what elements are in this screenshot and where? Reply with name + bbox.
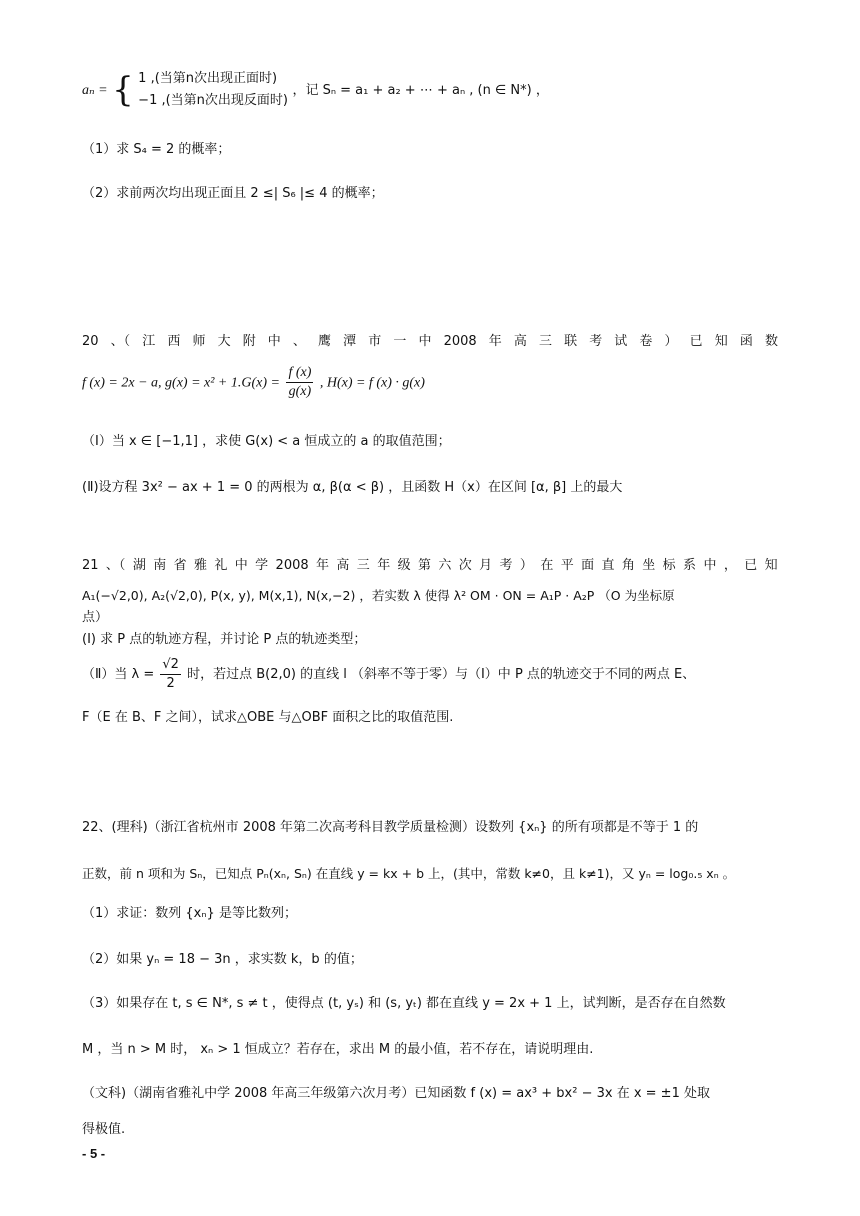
heading-token: ，	[723, 558, 737, 573]
heading-token: 卷	[639, 334, 653, 349]
q19-an-definition	[82, 68, 782, 112]
heading-token: 附	[242, 334, 256, 349]
q22-part1: （1）求证：数列 {xₙ} 是等比数列；	[82, 906, 297, 921]
part2-body: 时，若过点 B(2,0) 的直线 l （斜率不等于零）与（Ⅰ）中 P 点的轨迹交于不同的两点 E、	[187, 667, 696, 682]
q20-part2: (Ⅱ)设方程 3x² − ax + 1 = 0 的两根为 α, β(α < β) ，且函数 H（x）在区间 [α, β] 上的最大	[82, 480, 623, 495]
g-fraction	[286, 364, 313, 401]
heading-token: 考	[499, 558, 513, 573]
heading-token: 在	[540, 558, 554, 573]
piecewise-cases	[138, 68, 288, 112]
heading-token: 潭	[343, 334, 357, 349]
q22-part2: （2）如果 yₙ = 18 − 3n ，求实数 k，b 的值；	[82, 952, 363, 967]
heading-token: 21	[82, 558, 99, 573]
heading-token: 中	[418, 334, 432, 349]
heading-token: 年	[488, 334, 502, 349]
heading-token: 第	[417, 558, 431, 573]
heading-token: 知	[764, 558, 778, 573]
q21-points: A₁(−√2,0), A₂(√2,0), P(x, y), M(x,1), N(x,−2) ，若实数 λ 使得 λ² OM · ON = A₁P · A₂P （O 为坐标原	[82, 588, 675, 603]
q22-part3b: M ，当 n > M 时， xₙ > 1 恒成立？若存在，求出 M 的最小值，若不存在，请说明理由.	[82, 1042, 594, 1057]
func-def-b: , H(x) = f (x) · g(x)	[319, 375, 425, 391]
heading-token: 已	[744, 558, 758, 573]
heading-token: 雅	[193, 558, 207, 573]
heading-token: 南	[153, 558, 167, 573]
heading-token: 已	[689, 334, 703, 349]
case-heads: 1 ,(当第n次出现正面时)	[138, 71, 278, 86]
heading-token: 西	[167, 334, 181, 349]
q21-points-end: 点）	[82, 610, 109, 625]
heading-token: 年	[316, 558, 330, 573]
heading-token: 坐	[642, 558, 656, 573]
fraction-denominator: 2	[166, 676, 175, 691]
heading-token: 2008	[443, 334, 477, 349]
heading-token: 直	[601, 558, 615, 573]
q19-part2: （2）求前两次均出现正面且 2 ≤| S₆ |≤ 4 的概率；	[82, 186, 384, 201]
heading-token: 、	[292, 334, 306, 349]
q21-part2-cont: F（E 在 B、F 之间），试求△OBE 与△OBF 面积之比的取值范围.	[82, 710, 454, 725]
heading-token: 标	[662, 558, 676, 573]
heading-token: 中	[267, 334, 281, 349]
q21-heading	[82, 556, 778, 576]
heading-token: 年	[377, 558, 391, 573]
heading-token: 系	[683, 558, 697, 573]
heading-token: 高	[513, 334, 527, 349]
page-number: - 5 -	[82, 1146, 106, 1161]
heading-token: 知	[714, 334, 728, 349]
q22-part3a: （3）如果存在 t, s ∈ N*, s ≠ t ，使得点 (t, yₛ) 和 (s, yₜ) 都在直线 y = 2x + 1 上，试判断，是否存在自然数	[82, 996, 726, 1011]
heading-token: 联	[564, 334, 578, 349]
heading-token: 六	[438, 558, 452, 573]
heading-token: 三	[356, 558, 370, 573]
q21-part2	[82, 656, 782, 700]
heading-token: 礼	[214, 558, 228, 573]
heading-token: 面	[581, 558, 595, 573]
heading-token: 次	[458, 558, 472, 573]
q22-wenke-a: （文科)（湖南省雅礼中学 2008 年高三年级第六次月考）已知函数 f (x) = ax³ + bx² − 3x 在 x = ±1 处取	[82, 1086, 710, 1101]
heading-token: 角	[621, 558, 635, 573]
heading-token: 江	[142, 334, 156, 349]
heading-token: 中	[703, 558, 717, 573]
heading-token: 一	[393, 334, 407, 349]
q22-wenke-b: 得极值.	[82, 1122, 126, 1137]
q21-part1: (Ⅰ) 求 P 点的轨迹方程，并讨论 P 点的轨迹类型；	[82, 632, 367, 647]
q19-part1: （1）求 S₄ = 2 的概率；	[82, 142, 231, 157]
q20-functions	[82, 364, 782, 410]
left-brace: {	[112, 70, 134, 110]
heading-token: ）	[664, 334, 678, 349]
heading-token: 鹰	[318, 334, 332, 349]
heading-token: 级	[397, 558, 411, 573]
heading-token: 、（	[105, 558, 126, 573]
fraction-numerator: f (x)	[286, 364, 313, 383]
heading-token: 市	[368, 334, 382, 349]
sum-definition: ，记 Sₙ = a₁ + a₂ + ⋯ + aₙ , (n ∈ N*) ，	[292, 83, 549, 98]
heading-token: 考	[589, 334, 603, 349]
q20-part1: （Ⅰ）当 x ∈ [−1,1] ，求使 G(x) < a 恒成立的 a 的取值范围；	[82, 434, 451, 449]
heading-token: 试	[614, 334, 628, 349]
heading-token: 、（	[110, 334, 131, 349]
case-tails: −1 ,(当第n次出现反面时)	[138, 93, 288, 108]
fraction-denominator: g(x)	[288, 384, 312, 399]
heading-token: 三	[538, 334, 552, 349]
heading-token: 学	[255, 558, 269, 573]
heading-token: 师	[192, 334, 206, 349]
lambda-fraction	[160, 656, 181, 693]
heading-token: 函	[739, 334, 753, 349]
heading-token: ）	[519, 558, 533, 573]
heading-token: 湖	[132, 558, 146, 573]
heading-token: 大	[217, 334, 231, 349]
heading-token: 平	[560, 558, 574, 573]
heading-token: 2008	[275, 558, 309, 573]
heading-token: 高	[336, 558, 350, 573]
an-lhs: aₙ =	[82, 83, 108, 98]
fraction-numerator: √2	[160, 656, 181, 675]
heading-token: 省	[173, 558, 187, 573]
part2-lead: （Ⅱ）当 λ =	[82, 667, 155, 682]
heading-token: 中	[234, 558, 248, 573]
q20-heading	[82, 332, 778, 352]
heading-token: 20	[82, 334, 99, 349]
heading-token: 月	[479, 558, 493, 573]
heading-token: 数	[764, 334, 778, 349]
func-def-a: f (x) = 2x − a, g(x) = x² + 1.G(x) =	[82, 375, 280, 391]
q22-line1: 22、(理科)（浙江省杭州市 2008 年第二次高考科目教学质量检测）设数列 {xₙ} 的所有项都是不等于 1 的	[82, 820, 699, 835]
q22-line2: 正数，前 n 项和为 Sₙ，已知点 Pₙ(xₙ, Sₙ) 在直线 y = kx + b 上，(其中，常数 k≠0，且 k≠1)，又 yₙ = log₀.₅ xₙ 。	[82, 866, 736, 881]
